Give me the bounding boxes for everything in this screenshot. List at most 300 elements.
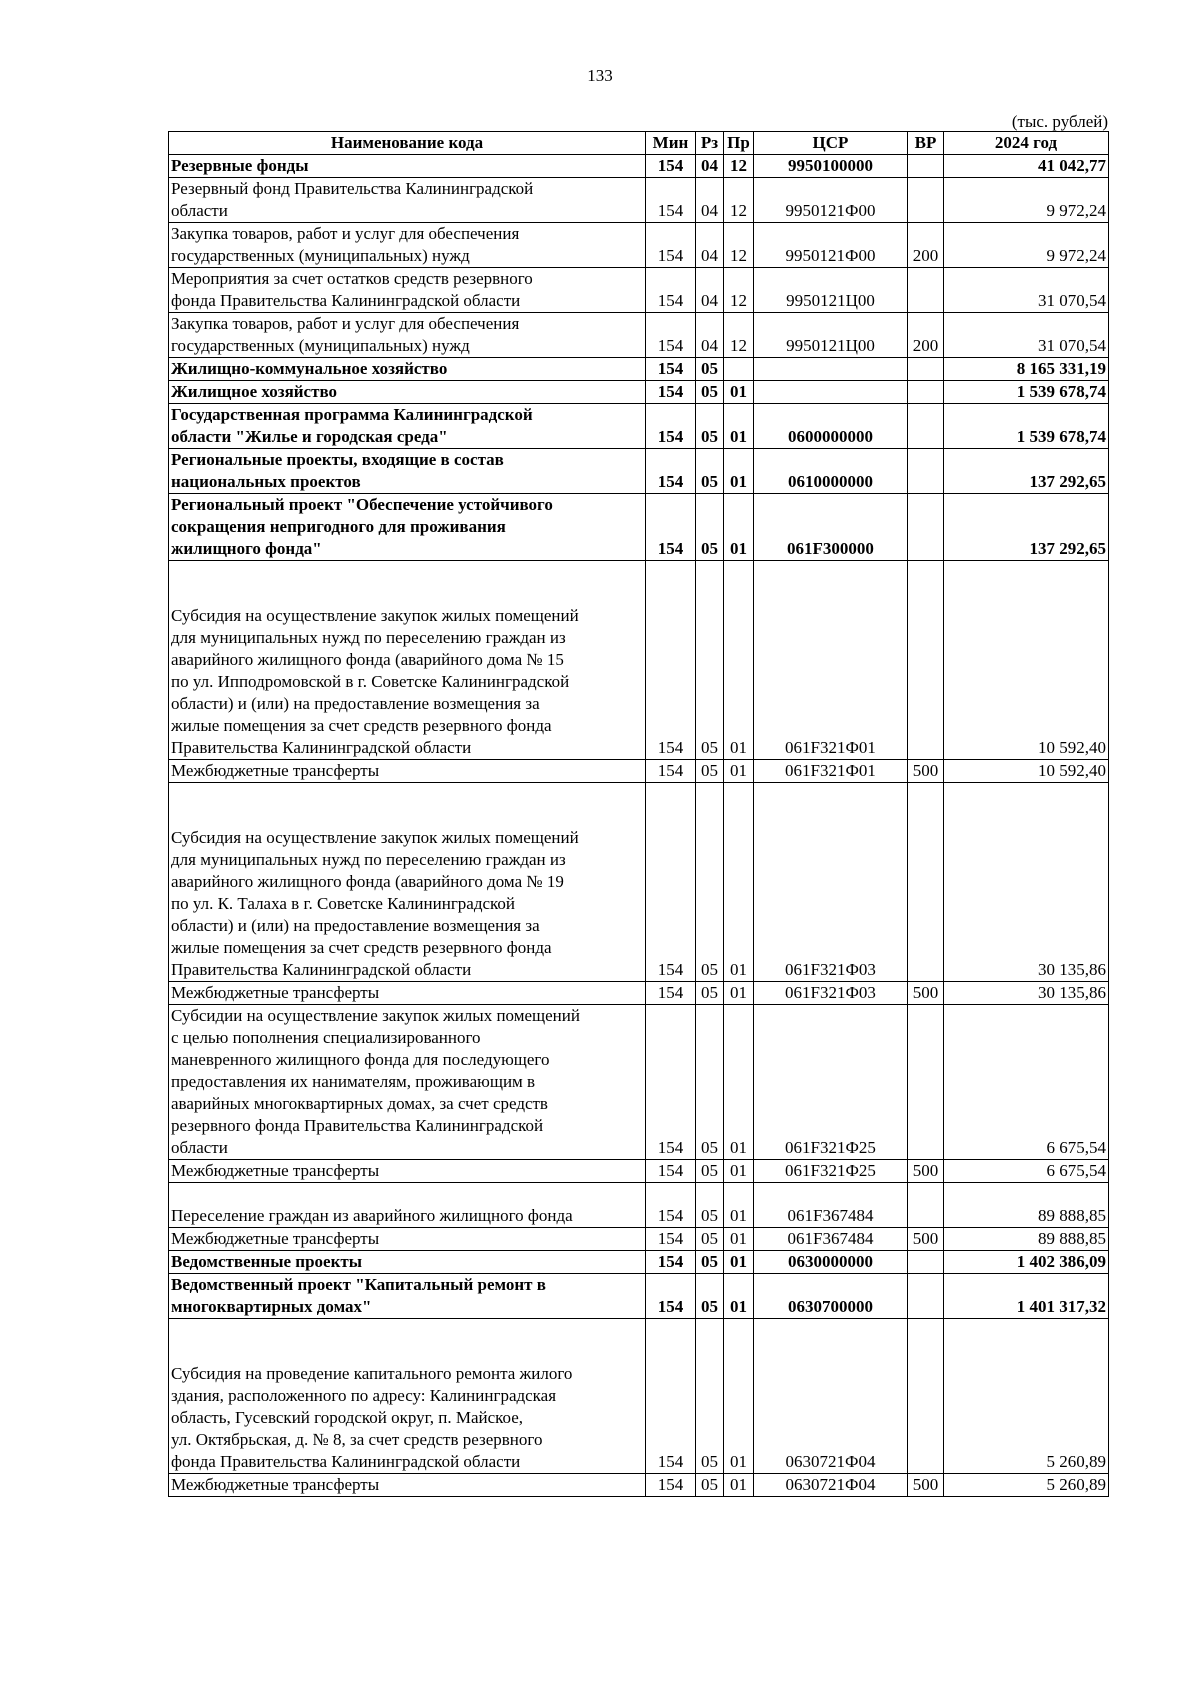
cell-pr: [724, 1274, 754, 1319]
cell-amount: [944, 358, 1109, 381]
cell-amount-text: 1 401 317,32: [1016, 1297, 1106, 1316]
cell-pr-text: 01: [730, 539, 747, 558]
cell-name-text: Мероприятия за счет остатков средств резервного фонда Правительства Калининградской области: [171, 269, 533, 310]
cell-amount: [944, 783, 1109, 982]
cell-csr: [754, 358, 908, 381]
cell-rz-text: 05: [701, 738, 718, 757]
cell-pr: [724, 1319, 754, 1474]
cell-vr: [908, 1474, 944, 1497]
table-row: [169, 1474, 1109, 1497]
table-row: [169, 982, 1109, 1005]
header-year: 2024 год: [944, 132, 1109, 155]
cell-name: [169, 760, 646, 783]
table-row: [169, 760, 1109, 783]
cell-vr: [908, 982, 944, 1005]
cell-csr-text: 0600000000: [788, 427, 873, 446]
cell-pr-text: 12: [730, 156, 747, 175]
cell-name: [169, 223, 646, 268]
cell-min: [646, 561, 696, 760]
cell-min-text: 154: [657, 472, 684, 491]
cell-rz: [696, 449, 724, 494]
cell-csr: [754, 404, 908, 449]
cell-csr-text: 061F321Ф03: [785, 983, 876, 1002]
cell-name: [169, 1005, 646, 1160]
cell-min-text: 154: [657, 1161, 684, 1180]
cell-vr: [908, 178, 944, 223]
cell-vr: [908, 1183, 944, 1228]
table-row: [169, 1005, 1109, 1160]
cell-rz-text: 04: [701, 156, 718, 175]
cell-pr-text: 01: [730, 1252, 747, 1271]
cell-csr: [754, 449, 908, 494]
cell-min-text: 154: [657, 1252, 684, 1271]
cell-name-text: Жилищное хозяйство: [171, 382, 338, 401]
header-pr: Пр: [724, 132, 754, 155]
cell-name: [169, 1228, 646, 1251]
cell-amount: [944, 313, 1109, 358]
cell-csr-text: 061F367484: [787, 1229, 874, 1248]
cell-name: [169, 268, 646, 313]
cell-amount: [944, 1319, 1109, 1474]
page-number: 133: [587, 66, 613, 85]
cell-csr-text: 061F300000: [787, 539, 874, 558]
cell-csr-text: 0630721Ф04: [785, 1452, 876, 1471]
cell-csr: [754, 1005, 908, 1160]
cell-csr: [754, 178, 908, 223]
cell-rz-text: 05: [701, 539, 718, 558]
cell-rz-text: 04: [701, 201, 718, 220]
cell-name: [169, 783, 646, 982]
cell-rz-text: 05: [701, 1252, 718, 1271]
cell-csr: [754, 155, 908, 178]
cell-csr-text: 9950100000: [788, 156, 873, 175]
cell-csr: [754, 1183, 908, 1228]
cell-pr-text: 01: [730, 1297, 747, 1316]
cell-pr-text: 01: [730, 1161, 747, 1180]
cell-rz: [696, 1319, 724, 1474]
cell-rz: [696, 1474, 724, 1497]
cell-amount: [944, 1228, 1109, 1251]
cell-rz: [696, 982, 724, 1005]
cell-vr-text: 500: [912, 1475, 939, 1494]
cell-rz-text: 05: [701, 1297, 718, 1316]
cell-rz: [696, 1160, 724, 1183]
cell-pr-text: 01: [730, 1229, 747, 1248]
cell-amount-text: 1 539 678,74: [1016, 382, 1106, 401]
cell-rz: [696, 381, 724, 404]
cell-min-text: 154: [657, 1297, 684, 1316]
cell-name: [169, 449, 646, 494]
cell-amount: [944, 178, 1109, 223]
cell-pr-text: 12: [730, 336, 747, 355]
cell-pr: [724, 982, 754, 1005]
cell-pr-text: 01: [730, 1138, 747, 1157]
cell-pr: [724, 1160, 754, 1183]
cell-min-text: 154: [657, 156, 684, 175]
cell-min-text: 154: [657, 1138, 684, 1157]
cell-vr-text: 500: [912, 983, 939, 1002]
cell-rz-text: 05: [701, 983, 718, 1002]
cell-vr-text: 500: [912, 1161, 939, 1180]
cell-rz-text: 05: [701, 427, 718, 446]
cell-min: [646, 1251, 696, 1274]
cell-min-text: 154: [657, 201, 684, 220]
cell-amount-text: 6 675,54: [1046, 1138, 1106, 1157]
cell-pr: [724, 494, 754, 561]
cell-csr: [754, 1228, 908, 1251]
cell-csr-text: 9950121Ц00: [786, 336, 875, 355]
cell-min: [646, 1005, 696, 1160]
table-row: [169, 1183, 1109, 1228]
cell-pr-text: 01: [730, 1206, 747, 1225]
cell-name: [169, 494, 646, 561]
cell-name: [169, 1183, 646, 1228]
cell-name-text: Межбюджетные трансферты: [171, 1229, 380, 1248]
cell-pr: [724, 155, 754, 178]
table-row: [169, 1228, 1109, 1251]
cell-csr-text: 061F321Ф01: [785, 761, 876, 780]
table-row: [169, 494, 1109, 561]
cell-vr: [908, 313, 944, 358]
table-row: [169, 449, 1109, 494]
cell-pr-text: 01: [730, 738, 747, 757]
cell-pr: [724, 1251, 754, 1274]
units-label: (тыс. рублей): [1011, 112, 1108, 131]
cell-rz: [696, 760, 724, 783]
cell-amount: [944, 982, 1109, 1005]
cell-amount-text: 89 888,85: [1038, 1206, 1106, 1225]
cell-rz: [696, 178, 724, 223]
cell-amount: [944, 1160, 1109, 1183]
budget-table: [168, 131, 1109, 1497]
cell-name-text: Субсидия на осуществление закупок жилых помещений для муниципальных нужд по переселению граждан из аварийного жилищного фонда (аварийного дома № 15 по ул. Ипподромовской в г. Советске Калининградской области) и (или) на предоставление возмещения за жилые помещения за счет средств резервного фонда Правительства Калининградской области: [171, 606, 579, 757]
cell-min: [646, 1274, 696, 1319]
header-csr: ЦСР: [754, 132, 908, 155]
cell-csr: [754, 313, 908, 358]
cell-rz-text: 05: [701, 382, 718, 401]
cell-vr: [908, 1274, 944, 1319]
cell-amount-text: 30 135,86: [1038, 960, 1106, 979]
cell-name: [169, 155, 646, 178]
cell-pr: [724, 223, 754, 268]
cell-min: [646, 381, 696, 404]
cell-amount: [944, 449, 1109, 494]
cell-name: [169, 1474, 646, 1497]
cell-csr: [754, 1251, 908, 1274]
cell-csr: [754, 561, 908, 760]
cell-min: [646, 223, 696, 268]
cell-pr: [724, 313, 754, 358]
cell-csr-text: 0630700000: [788, 1297, 873, 1316]
table-row: [169, 1251, 1109, 1274]
cell-rz: [696, 1005, 724, 1160]
cell-pr-text: 12: [730, 291, 747, 310]
cell-min: [646, 1228, 696, 1251]
table-row: [169, 1319, 1109, 1474]
cell-rz: [696, 404, 724, 449]
cell-min-text: 154: [657, 738, 684, 757]
cell-rz: [696, 313, 724, 358]
cell-name-text: Региональные проекты, входящие в состав национальных проектов: [171, 450, 504, 491]
cell-name-text: Государственная программа Калининградской области "Жилье и городская среда": [171, 405, 533, 446]
cell-csr: [754, 1474, 908, 1497]
cell-vr-text: 200: [912, 336, 939, 355]
cell-vr: [908, 783, 944, 982]
cell-csr-text: 061F321Ф01: [785, 738, 876, 757]
cell-amount: [944, 1274, 1109, 1319]
cell-amount-text: 8 165 331,19: [1016, 359, 1106, 378]
table-body: [169, 155, 1109, 1497]
cell-min: [646, 313, 696, 358]
cell-csr-text: 9950121Ф00: [785, 246, 876, 265]
cell-name-text: Ведомственные проекты: [171, 1252, 363, 1271]
cell-rz-text: 05: [701, 761, 718, 780]
cell-amount-text: 1 402 386,09: [1016, 1252, 1106, 1271]
cell-vr: [908, 1251, 944, 1274]
cell-vr: [908, 404, 944, 449]
cell-min: [646, 760, 696, 783]
cell-min-text: 154: [657, 336, 684, 355]
cell-name-text: Ведомственный проект "Капитальный ремонт в многоквартирных домах": [171, 1275, 546, 1316]
cell-csr: [754, 783, 908, 982]
cell-amount: [944, 1005, 1109, 1160]
cell-pr-text: 01: [730, 427, 747, 446]
cell-amount-text: 30 135,86: [1038, 983, 1106, 1002]
table-row: [169, 404, 1109, 449]
table-row: [169, 268, 1109, 313]
cell-name: [169, 1160, 646, 1183]
cell-rz: [696, 1251, 724, 1274]
cell-name: [169, 313, 646, 358]
cell-rz: [696, 358, 724, 381]
cell-vr: [908, 381, 944, 404]
cell-vr: [908, 760, 944, 783]
cell-pr-text: 01: [730, 1452, 747, 1471]
cell-name-text: Межбюджетные трансферты: [171, 983, 380, 1002]
cell-vr: [908, 1319, 944, 1474]
cell-csr: [754, 982, 908, 1005]
cell-pr-text: 01: [730, 472, 747, 491]
cell-name-text: Резервные фонды: [171, 156, 309, 175]
cell-name-text: Закупка товаров, работ и услуг для обеспечения государственных (муниципальных) нужд: [171, 224, 520, 265]
cell-pr-text: 01: [730, 1475, 747, 1494]
cell-rz-text: 05: [701, 960, 718, 979]
cell-pr: [724, 268, 754, 313]
cell-name: [169, 982, 646, 1005]
cell-csr-text: 0630000000: [788, 1252, 873, 1271]
cell-vr: [908, 1228, 944, 1251]
cell-vr: [908, 561, 944, 760]
cell-name-text: Субсидия на осуществление закупок жилых помещений для муниципальных нужд по переселению граждан из аварийного жилищного фонда (аварийного дома № 19 по ул. К. Талаха в г. Советске Калининградской области) и (или) на предоставление возмещения за жилые помещения за счет средств резервного фонда Правительства Калининградской области: [171, 828, 579, 979]
cell-csr: [754, 381, 908, 404]
cell-rz: [696, 561, 724, 760]
cell-rz-text: 04: [701, 291, 718, 310]
cell-min: [646, 404, 696, 449]
cell-rz-text: 04: [701, 336, 718, 355]
cell-rz: [696, 783, 724, 982]
cell-pr-text: 01: [730, 983, 747, 1002]
cell-vr: [908, 155, 944, 178]
cell-amount-text: 31 070,54: [1038, 336, 1106, 355]
cell-pr-text: 12: [730, 201, 747, 220]
cell-rz: [696, 268, 724, 313]
cell-vr: [908, 358, 944, 381]
cell-csr-text: 9950121Ц00: [786, 291, 875, 310]
cell-pr-text: 12: [730, 246, 747, 265]
cell-rz: [696, 223, 724, 268]
header-min: Мин: [646, 132, 696, 155]
cell-min-text: 154: [657, 291, 684, 310]
cell-csr-text: 061F321Ф25: [785, 1161, 876, 1180]
cell-amount: [944, 760, 1109, 783]
cell-rz-text: 05: [701, 1229, 718, 1248]
cell-rz: [696, 155, 724, 178]
cell-name-text: Субсидия на проведение капитального ремонта жилого здания, расположенного по адресу: Калининградская область, Гусевский городской округ, п. Майское, ул. Октябрьская, д. № 8, за счет средств резервного фонда Правительства Калининградской области: [171, 1364, 573, 1471]
cell-amount-text: 5 260,89: [1046, 1475, 1106, 1494]
table-row: [169, 1160, 1109, 1183]
cell-min-text: 154: [657, 1452, 684, 1471]
cell-amount: [944, 155, 1109, 178]
cell-pr: [724, 1228, 754, 1251]
cell-vr: [908, 1160, 944, 1183]
cell-vr-text: 500: [912, 1229, 939, 1248]
cell-pr: [724, 449, 754, 494]
cell-min: [646, 268, 696, 313]
cell-name-text: Закупка товаров, работ и услуг для обеспечения государственных (муниципальных) нужд: [171, 314, 520, 355]
cell-amount: [944, 494, 1109, 561]
cell-rz: [696, 1183, 724, 1228]
cell-vr: [908, 494, 944, 561]
cell-pr-text: 01: [730, 382, 747, 401]
cell-min: [646, 494, 696, 561]
cell-min-text: 154: [657, 1475, 684, 1494]
cell-vr: [908, 268, 944, 313]
cell-min-text: 154: [657, 983, 684, 1002]
cell-rz: [696, 1228, 724, 1251]
cell-min: [646, 982, 696, 1005]
cell-name: [169, 1251, 646, 1274]
cell-rz: [696, 1274, 724, 1319]
cell-vr-text: 200: [912, 246, 939, 265]
cell-csr: [754, 223, 908, 268]
cell-name: [169, 404, 646, 449]
cell-rz-text: 05: [701, 1161, 718, 1180]
cell-amount: [944, 561, 1109, 760]
cell-csr: [754, 1274, 908, 1319]
cell-pr: [724, 561, 754, 760]
cell-rz-text: 04: [701, 246, 718, 265]
cell-pr: [724, 760, 754, 783]
cell-pr: [724, 783, 754, 982]
cell-min-text: 154: [657, 1206, 684, 1225]
table-row: [169, 1274, 1109, 1319]
cell-name: [169, 178, 646, 223]
cell-amount: [944, 223, 1109, 268]
cell-rz-text: 05: [701, 1452, 718, 1471]
cell-rz-text: 05: [701, 359, 718, 378]
cell-vr: [908, 1005, 944, 1160]
cell-min-text: 154: [657, 539, 684, 558]
table-row: [169, 223, 1109, 268]
header-rz: Рз: [696, 132, 724, 155]
cell-csr-text: 061F321Ф25: [785, 1138, 876, 1157]
cell-amount-text: 9 972,24: [1046, 201, 1106, 220]
table-row: [169, 561, 1109, 760]
cell-pr: [724, 381, 754, 404]
cell-pr: [724, 1474, 754, 1497]
table-row: [169, 783, 1109, 982]
cell-amount-text: 5 260,89: [1046, 1452, 1106, 1471]
cell-name-text: Переселение граждан из аварийного жилищного фонда: [171, 1206, 573, 1225]
cell-pr: [724, 404, 754, 449]
cell-amount-text: 10 592,40: [1038, 738, 1106, 757]
cell-amount-text: 89 888,85: [1038, 1229, 1106, 1248]
cell-min: [646, 783, 696, 982]
cell-pr: [724, 358, 754, 381]
cell-csr-text: 061F321Ф03: [785, 960, 876, 979]
cell-min: [646, 178, 696, 223]
table-row: [169, 178, 1109, 223]
cell-csr-text: 9950121Ф00: [785, 201, 876, 220]
cell-amount: [944, 1183, 1109, 1228]
cell-rz-text: 05: [701, 1475, 718, 1494]
table-row: [169, 313, 1109, 358]
cell-amount: [944, 268, 1109, 313]
table-row: [169, 381, 1109, 404]
cell-amount-text: 137 292,65: [1029, 539, 1106, 558]
cell-amount-text: 9 972,24: [1046, 246, 1106, 265]
cell-amount: [944, 1474, 1109, 1497]
cell-csr: [754, 1319, 908, 1474]
cell-min-text: 154: [657, 1229, 684, 1248]
cell-min-text: 154: [657, 761, 684, 780]
cell-name: [169, 561, 646, 760]
cell-rz-text: 05: [701, 1206, 718, 1225]
cell-min-text: 154: [657, 359, 684, 378]
table-row: [169, 358, 1109, 381]
cell-min: [646, 1474, 696, 1497]
cell-amount: [944, 404, 1109, 449]
cell-min: [646, 1160, 696, 1183]
cell-vr: [908, 223, 944, 268]
cell-amount: [944, 381, 1109, 404]
cell-min-text: 154: [657, 246, 684, 265]
cell-name: [169, 1319, 646, 1474]
cell-name-text: Субсидии на осуществление закупок жилых помещений с целью пополнения специализированного маневренного жилищного фонда для последующего предоставления их нанимателям, проживающим в аварийных многоквартирных домах, за счет средств резервного фонда Правительства Калининградской области: [171, 1006, 580, 1157]
cell-pr: [724, 1005, 754, 1160]
cell-vr-text: 500: [912, 761, 939, 780]
cell-name: [169, 381, 646, 404]
cell-csr: [754, 268, 908, 313]
cell-amount-text: 137 292,65: [1029, 472, 1106, 491]
table-header-row: [169, 132, 1109, 155]
cell-min: [646, 1319, 696, 1474]
cell-min: [646, 358, 696, 381]
cell-csr-text: 0630721Ф04: [785, 1475, 876, 1494]
cell-vr: [908, 449, 944, 494]
cell-amount: [944, 1251, 1109, 1274]
cell-min-text: 154: [657, 382, 684, 401]
cell-name-text: Региональный проект "Обеспечение устойчивого сокращения непригодного для проживания жилищного фонда": [171, 495, 553, 558]
cell-csr-text: 0610000000: [788, 472, 873, 491]
cell-name: [169, 1274, 646, 1319]
cell-rz-text: 05: [701, 472, 718, 491]
cell-amount-text: 41 042,77: [1038, 156, 1106, 175]
cell-name-text: Межбюджетные трансферты: [171, 761, 380, 780]
cell-min: [646, 1183, 696, 1228]
cell-amount-text: 6 675,54: [1046, 1161, 1106, 1180]
cell-pr: [724, 1183, 754, 1228]
